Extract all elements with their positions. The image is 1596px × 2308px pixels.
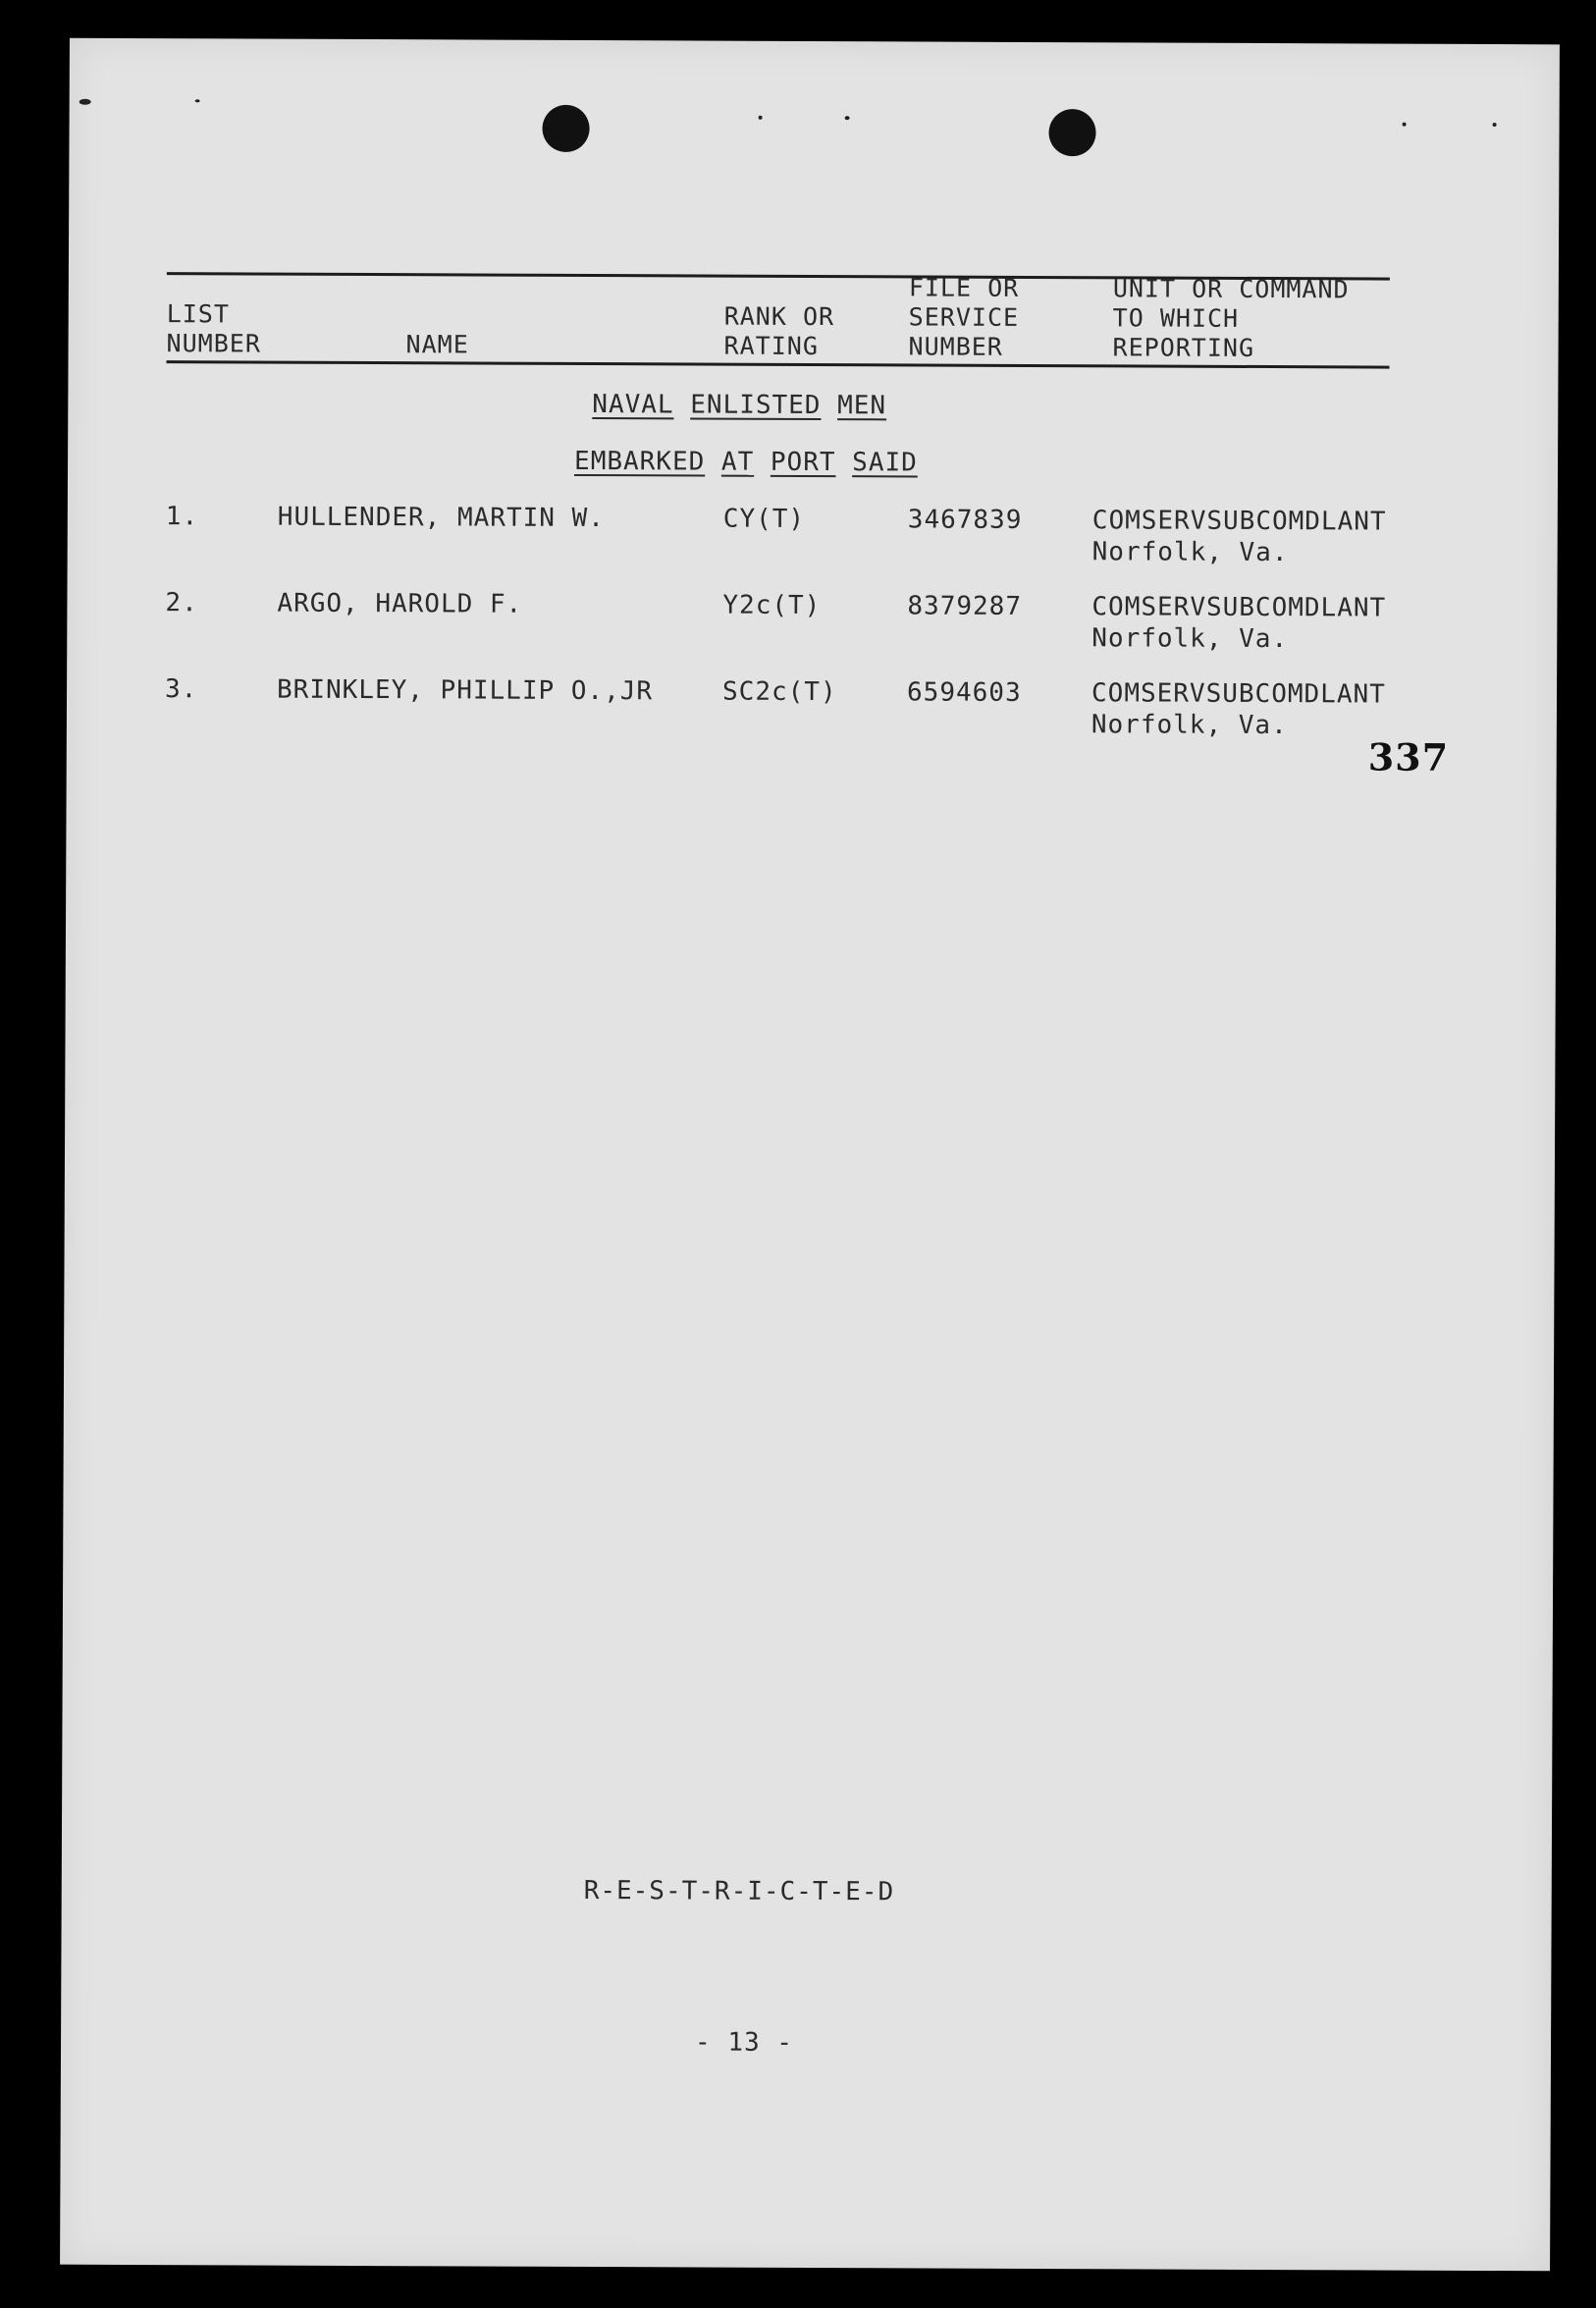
- header-unit-line3: REPORTING: [1112, 333, 1255, 362]
- row-name: ARGO, HAROLD F.: [277, 588, 523, 619]
- row-number: 1.: [165, 502, 199, 532]
- row-name: BRINKLEY, PHILLIP O.,JR: [276, 674, 654, 707]
- header-file-line2: SERVICE: [908, 302, 1020, 332]
- section-subtitle-word: SAID: [852, 448, 918, 478]
- row-rank: SC2c(T): [721, 676, 837, 708]
- section-subtitle-word: PORT: [770, 447, 836, 478]
- section-title-word: MEN: [837, 391, 887, 421]
- row-location: Norfolk, Va.: [1091, 623, 1289, 655]
- ink-speck: [845, 116, 850, 120]
- page-number: - 13 -: [694, 2027, 794, 2058]
- stamped-page-number: 337: [1367, 734, 1450, 779]
- section-subtitle-word: EMBARKED: [574, 446, 706, 477]
- document-page: [60, 38, 1560, 2272]
- row-file-number: 6594603: [906, 677, 1022, 708]
- row-number: 3.: [164, 674, 198, 705]
- row-file-number: 8379287: [907, 591, 1023, 621]
- ink-speck: [1493, 123, 1497, 127]
- section-subtitle-word: AT: [720, 447, 755, 477]
- row-rank: Y2c(T): [722, 590, 822, 621]
- ink-speck: [195, 99, 200, 102]
- row-name: HULLENDER, MARTIN W.: [277, 502, 605, 534]
- row-location: Norfolk, Va.: [1091, 710, 1288, 741]
- row-rank: CY(T): [722, 504, 806, 534]
- header-rank-line1: RANK OR: [723, 301, 835, 332]
- header-list-line2: NUMBER: [166, 329, 261, 358]
- row-location: Norfolk, Va.: [1091, 537, 1289, 568]
- ink-speck: [80, 99, 91, 105]
- header-rank-line2: RATING: [723, 331, 819, 361]
- section-title: [592, 390, 886, 420]
- header-list-line1: LIST: [166, 299, 231, 329]
- header-name: NAME: [405, 330, 469, 359]
- section-subtitle: [574, 447, 918, 478]
- header-file-line1: FILE OR: [908, 273, 1020, 302]
- row-unit: COMSERVSUBCOMDLANT: [1091, 506, 1387, 537]
- header-file-line3: NUMBER: [908, 332, 1003, 361]
- section-title-word: ENLISTED: [690, 390, 822, 421]
- header-unit-line1: UNIT OR COMMAND: [1112, 274, 1350, 304]
- ink-speck: [1403, 123, 1407, 127]
- row-number: 2.: [165, 588, 198, 618]
- header-unit-line2: TO WHICH: [1112, 303, 1240, 333]
- punch-hole-left: [542, 105, 589, 152]
- punch-hole-right: [1048, 109, 1095, 156]
- section-title-word: NAVAL: [592, 390, 674, 420]
- classification-marking: R-E-S-T-R-I-C-T-E-D: [583, 1876, 895, 1907]
- row-file-number: 3467839: [907, 505, 1023, 535]
- ink-speck: [759, 116, 763, 120]
- row-unit: COMSERVSUBCOMDLANT: [1091, 678, 1386, 710]
- row-unit: COMSERVSUBCOMDLANT: [1091, 592, 1387, 623]
